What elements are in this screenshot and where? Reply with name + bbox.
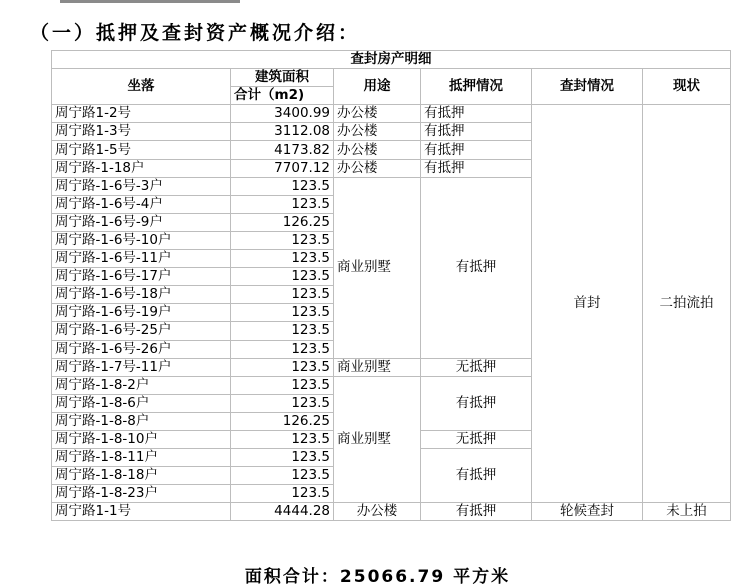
cell-location: 周宁路1-5号	[52, 141, 231, 159]
cell-area: 123.5	[231, 304, 334, 322]
cell-status-main: 二拍流拍	[643, 105, 731, 503]
cell-area: 123.5	[231, 250, 334, 268]
cell-area: 3400.99	[231, 105, 334, 123]
cropped-heading-remnant	[60, 0, 240, 3]
table-row	[52, 105, 731, 123]
cell-use: 办公楼	[334, 141, 421, 159]
cell-use: 办公楼	[334, 159, 421, 177]
cell-location: 周宁路-1-6号-19户	[52, 304, 231, 322]
cell-area: 7707.12	[231, 159, 334, 177]
cell-location: 周宁路-1-18户	[52, 159, 231, 177]
cell-area: 4444.28	[231, 503, 334, 521]
cell-location: 周宁路-1-8-8户	[52, 412, 231, 430]
cell-location: 周宁路1-1号	[52, 503, 231, 521]
cell-area: 123.5	[231, 394, 334, 412]
table-row	[52, 503, 731, 521]
cell-mortgage: 有抵押	[421, 141, 532, 159]
cell-mortgage-merged: 有抵押	[421, 376, 532, 430]
cell-mortgage-merged: 有抵押	[421, 177, 532, 358]
cell-area: 123.5	[231, 268, 334, 286]
cell-area: 123.5	[231, 358, 334, 376]
header-mortgage: 抵押情况	[421, 69, 532, 105]
cell-area: 4173.82	[231, 141, 334, 159]
cell-use-merged: 商业别墅	[334, 177, 421, 358]
cell-location: 周宁路-1-6号-9户	[52, 213, 231, 231]
section-title: （一）抵押及查封资产概况介绍：	[30, 22, 361, 44]
cell-location: 周宁路-1-8-23户	[52, 485, 231, 503]
cell-area: 123.5	[231, 467, 334, 485]
cell-status: 未上拍	[643, 503, 731, 521]
cell-location: 周宁路-1-6号-17户	[52, 268, 231, 286]
cell-area: 123.5	[231, 449, 334, 467]
cell-seizure-main: 首封	[532, 105, 643, 503]
cell-area: 123.5	[231, 322, 334, 340]
cell-location: 周宁路-1-8-2户	[52, 376, 231, 394]
cell-location: 周宁路-1-6号-10户	[52, 231, 231, 249]
seized-property-table	[51, 50, 731, 521]
cell-area: 123.5	[231, 231, 334, 249]
cell-location: 周宁路-1-8-11户	[52, 449, 231, 467]
cell-area: 123.5	[231, 430, 334, 448]
cell-mortgage: 无抵押	[421, 430, 532, 448]
cell-area: 126.25	[231, 412, 334, 430]
cell-mortgage: 有抵押	[421, 503, 532, 521]
cell-use: 办公楼	[334, 123, 421, 141]
cell-use: 办公楼	[334, 503, 421, 521]
cell-use: 商业别墅	[334, 358, 421, 376]
cell-location: 周宁路-1-6号-11户	[52, 250, 231, 268]
cell-seizure: 轮候查封	[532, 503, 643, 521]
header-location: 坐落	[52, 69, 231, 105]
cell-use-merged: 商业别墅	[334, 376, 421, 503]
cell-area: 126.25	[231, 213, 334, 231]
header-status: 现状	[643, 69, 731, 105]
cell-area: 123.5	[231, 286, 334, 304]
cell-mortgage: 无抵押	[421, 358, 532, 376]
cell-location: 周宁路-1-8-18户	[52, 467, 231, 485]
cell-mortgage: 有抵押	[421, 123, 532, 141]
header-use: 用途	[334, 69, 421, 105]
cell-area: 123.5	[231, 340, 334, 358]
cell-location: 周宁路-1-7号-11户	[52, 358, 231, 376]
cell-location: 周宁路-1-6号-4户	[52, 195, 231, 213]
cell-area: 123.5	[231, 195, 334, 213]
cell-location: 周宁路-1-8-6户	[52, 394, 231, 412]
cell-location: 周宁路-1-8-10户	[52, 430, 231, 448]
cell-location: 周宁路1-2号	[52, 105, 231, 123]
cell-location: 周宁路1-3号	[52, 123, 231, 141]
cell-mortgage: 有抵押	[421, 159, 532, 177]
header-seizure: 查封情况	[532, 69, 643, 105]
cell-area: 3112.08	[231, 123, 334, 141]
cell-area: 123.5	[231, 177, 334, 195]
cell-use: 办公楼	[334, 105, 421, 123]
cell-location: 周宁路-1-6号-25户	[52, 322, 231, 340]
header-area-bottom: 合计（m2)	[231, 87, 334, 105]
cell-mortgage-merged: 有抵押	[421, 449, 532, 503]
table-caption: 查封房产明细	[52, 51, 731, 69]
cell-location: 周宁路-1-6号-26户	[52, 340, 231, 358]
cell-location: 周宁路-1-6号-3户	[52, 177, 231, 195]
cell-mortgage: 有抵押	[421, 105, 532, 123]
area-total: 面积合计：25066.79 平方米	[244, 567, 511, 587]
cell-area: 123.5	[231, 376, 334, 394]
cell-location: 周宁路-1-6号-18户	[52, 286, 231, 304]
header-area-top: 建筑面积	[231, 69, 334, 87]
cell-area: 123.5	[231, 485, 334, 503]
